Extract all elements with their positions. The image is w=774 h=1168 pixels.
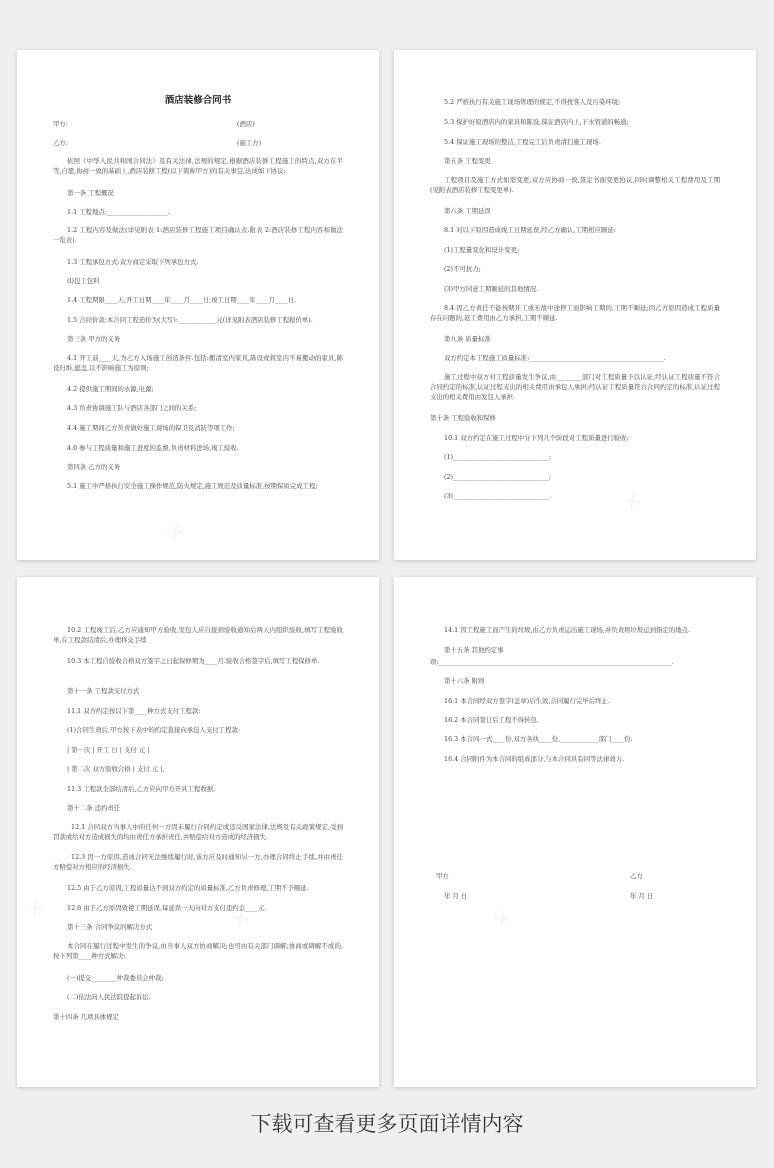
article-heading: 第九条 质量标准 xyxy=(444,335,491,343)
payment-row: | 第二次 双方验收合格 | 支付 元 |, xyxy=(67,765,165,773)
signature-date-b: 年 月 日 xyxy=(630,892,654,900)
blank-field: (3)______________________________. xyxy=(444,492,551,500)
clause: 12.6 由于乙方原因致使工期延误,每延误一天向对方支付违约金____元. xyxy=(67,904,267,912)
clause: (1)工程量变化和设计变更; xyxy=(444,246,520,254)
payment-row: | 第一次 | 开工 日 | 支付 元 | xyxy=(67,746,150,754)
clause: 8.1 对以下原因造成竣工日期延误,经乙方确认,工期相应顺延: xyxy=(444,226,616,234)
clause: 10.2 工程竣工后,乙方应通知甲方验收,发包人应自接到验收通知后两天内组织验收,填写工程验收单,在工程款结清后,办理移交手续 xyxy=(53,626,343,644)
party-b-line: 乙方: (施工方) xyxy=(53,139,262,147)
document-page-1 xyxy=(17,50,379,560)
clause: 16.3 本合同一式____份,双方各执____份,____________部门____份. xyxy=(444,735,633,743)
clause: 1.4 工程期限____天,开工日期____年____月____日,竣工日期____年____月____日. xyxy=(67,296,297,304)
contract-title: 酒店装修合同书 xyxy=(164,95,232,106)
article-heading: 第四条 乙方的义务 xyxy=(67,463,121,471)
clause: 4.2 提供施工期间的水源,电源; xyxy=(67,385,154,393)
clause: 12.5 由于乙方原因,工程质量达不到双方约定的质量标准,乙方负责修理,工期不予顺延. xyxy=(67,884,309,892)
clause: 11.3 工程款全部结清后,乙方应向甲方开具工程收据. xyxy=(67,785,216,793)
watermark xyxy=(488,904,517,935)
clause: 12.3 因一方原因,造成合同无法继续履行时,该方应及时通知另一方,办理合同终止手续,并由责任方赔偿对方相应的经济损失. xyxy=(53,853,343,871)
clause: 5.1 施工中严格执行安全施工操作规范,防火规定,施工规范及质量标准,按期保质完成工程; xyxy=(67,482,318,490)
clause: (3)甲方同意工期顺延的其他情况. xyxy=(444,285,539,293)
clause: 14.1 因工程施工而产生的垃圾,由乙方负责运出施工现场,并负责将垃圾运到指定的地点. xyxy=(444,626,691,634)
article-heading: 第一条 工程概况 xyxy=(67,189,114,197)
clause: (l)包工包料 xyxy=(67,277,100,285)
clause: 16.1 本合同经双方签字(盖章)后生效,合同履行完毕后终止. xyxy=(444,697,610,705)
clause: (1)合同生效后,甲方按下表中的约定直接向承包人支付工程款: xyxy=(67,726,241,734)
document-page-4 xyxy=(394,577,756,1087)
article-heading: 第十条 工程验收和保修 xyxy=(430,414,496,422)
clause: 4.6 参与工程质量和施工进度的监督,负责材料进场,竣工验收. xyxy=(67,444,239,452)
article-heading: 第六条 工期延误 xyxy=(444,207,491,215)
clause: 施工过程中双方对工程质量发生争议,由________部门对工程质量予以认证,经认证工程质量不符合合同约定的标准,认证过程支出的相关费用由承包人承担;经认证工程质量符合合同约定的标准,认证过程支出的相关费用由发包人承担. xyxy=(430,373,720,401)
clause: 16.4 合同附件为本合同的组成部分,与本合同具有同等法律效力. xyxy=(444,755,625,763)
blank-field: (1)______________________________; xyxy=(444,453,552,461)
clause: 5.3 保护好原酒店内的家具和陈设,保证酒店内上,下水管道的畅通; xyxy=(444,118,629,126)
clause: 本合同在履行过程中发生的争议,由当事人双方协商解决;也可由有关部门调解;协商或调解不成的,按下列第____种方式解决: xyxy=(53,942,343,960)
clause: 工程项目及施工方式如需变更,双方应协商一致,签定书面变更协议,同时调整相关工程费用及工期(见附表酒店装修工程变更单). xyxy=(430,176,720,194)
clause: 双方约定本工程施工质量标准:__________________________________________. xyxy=(444,354,666,362)
clause: 16.2 本合同签订后工程不得转包. xyxy=(444,716,539,724)
signature-date-a: 年 月 日 xyxy=(444,892,468,900)
clause: 10.1 双方约定在施工过程中分下列几个阶段对工程质量进行验收: xyxy=(444,434,629,442)
article-heading: 第十四条 几项具体规定 xyxy=(53,1013,119,1021)
signature-party-b: 乙方 xyxy=(630,872,643,880)
clause: 1.5 合同价款:本合同工程造价为(大写):____________元(详见附表酒店装修工程报价单). xyxy=(67,316,313,324)
blank-field: (2)______________________________; xyxy=(444,473,552,481)
clause: (二)依法向人民法院提起诉讼. xyxy=(67,993,151,1001)
article-heading: 第十五条 其他约定事 xyxy=(444,646,504,654)
article-heading: 第十三条 合同争议的解决方式 xyxy=(67,923,153,931)
clause: 4.3 负责协调施工队与酒店各部门之间的关系; xyxy=(67,404,197,412)
article-heading: 第三条 甲方的义务 xyxy=(67,335,121,343)
clause: 10.3 本工程自验收合格双方签字之日起保修期为____月.验收合格签字后,填写工程保修单. xyxy=(67,657,320,665)
clause: 1.1 工程地点:___________________. xyxy=(67,208,170,216)
clause: 11.1 双方约定按以下第____种方式支付工程款: xyxy=(67,707,201,715)
party-a-line: 甲方: (酒店) xyxy=(53,120,255,128)
article-heading: 第十二条 违约责任 xyxy=(67,804,121,812)
clause: 4.4 施工期间乙方负责做好施工现场的保卫及消防等项工作; xyxy=(67,424,235,432)
clause: 12.1 合同双方当事人中的任何一方因未履行合同约定或违反国家法律,法规及有关政策规定,受到罚款或给对方造成损失的均由责任方承担责任,并赔偿给对方造成的经济损失. xyxy=(53,823,343,841)
clause: 1.2 工程内容及做法(详见附表 1:酒店装修工程施工项目确认表.附表 2:酒店装修工程内容和做法一览表). xyxy=(53,226,343,244)
clause: 5.2 严格执行有关施工现场管理的规定,不得扰客人及污染环境; xyxy=(444,98,621,106)
clause: (一)提交________仲裁委员会仲裁; xyxy=(67,974,164,982)
document-page-2 xyxy=(394,50,756,560)
watermark xyxy=(21,894,50,925)
blank-field: 项:_________________________________________________________________________. xyxy=(430,658,674,666)
clause: 5.4 保证施工现场的整洁,工程完工后负责清扫施工现场. xyxy=(444,138,601,146)
article-heading: 第十一条 工程款支付方式 xyxy=(67,687,140,695)
intro-paragraph: 依照《中华人民共和国合同法》及有关法律,法规的规定,根据酒店装修工程施工的特点,双方在平等,自愿,协商一致的基础上,酒店装修工程(以下简称甲方)的有关事宜,达成如下协议: xyxy=(53,157,343,175)
watermark xyxy=(161,517,190,548)
signature-party-a: 甲方 xyxy=(436,872,449,880)
clause: 4.1 开工前____天,为乙方入场施工创造条件.包括:搬清室内家具,陈设或将室内不易搬动的家具,陈设归堆,遮盖,以不影响施工为原则; xyxy=(53,354,343,372)
clause: 1.3 工程承包方式:双方商定采取下列承包方式. xyxy=(67,258,199,266)
clause: (2)不可抗力; xyxy=(444,265,481,273)
article-heading: 第十六条 附则 xyxy=(444,677,485,685)
article-heading: 第五条 工程变更 xyxy=(444,157,491,165)
clause: 8.4 因乙方责任不能按期开工或无故中途停工而影响工期的,工期不顺延;因乙方原因造成工程质量存在问题的,返工费用由乙方承担,工期不顺延. xyxy=(430,304,720,322)
document-page-3 xyxy=(17,577,379,1087)
download-caption[interactable]: 下载可查看更多页面详情内容 xyxy=(250,1112,524,1136)
